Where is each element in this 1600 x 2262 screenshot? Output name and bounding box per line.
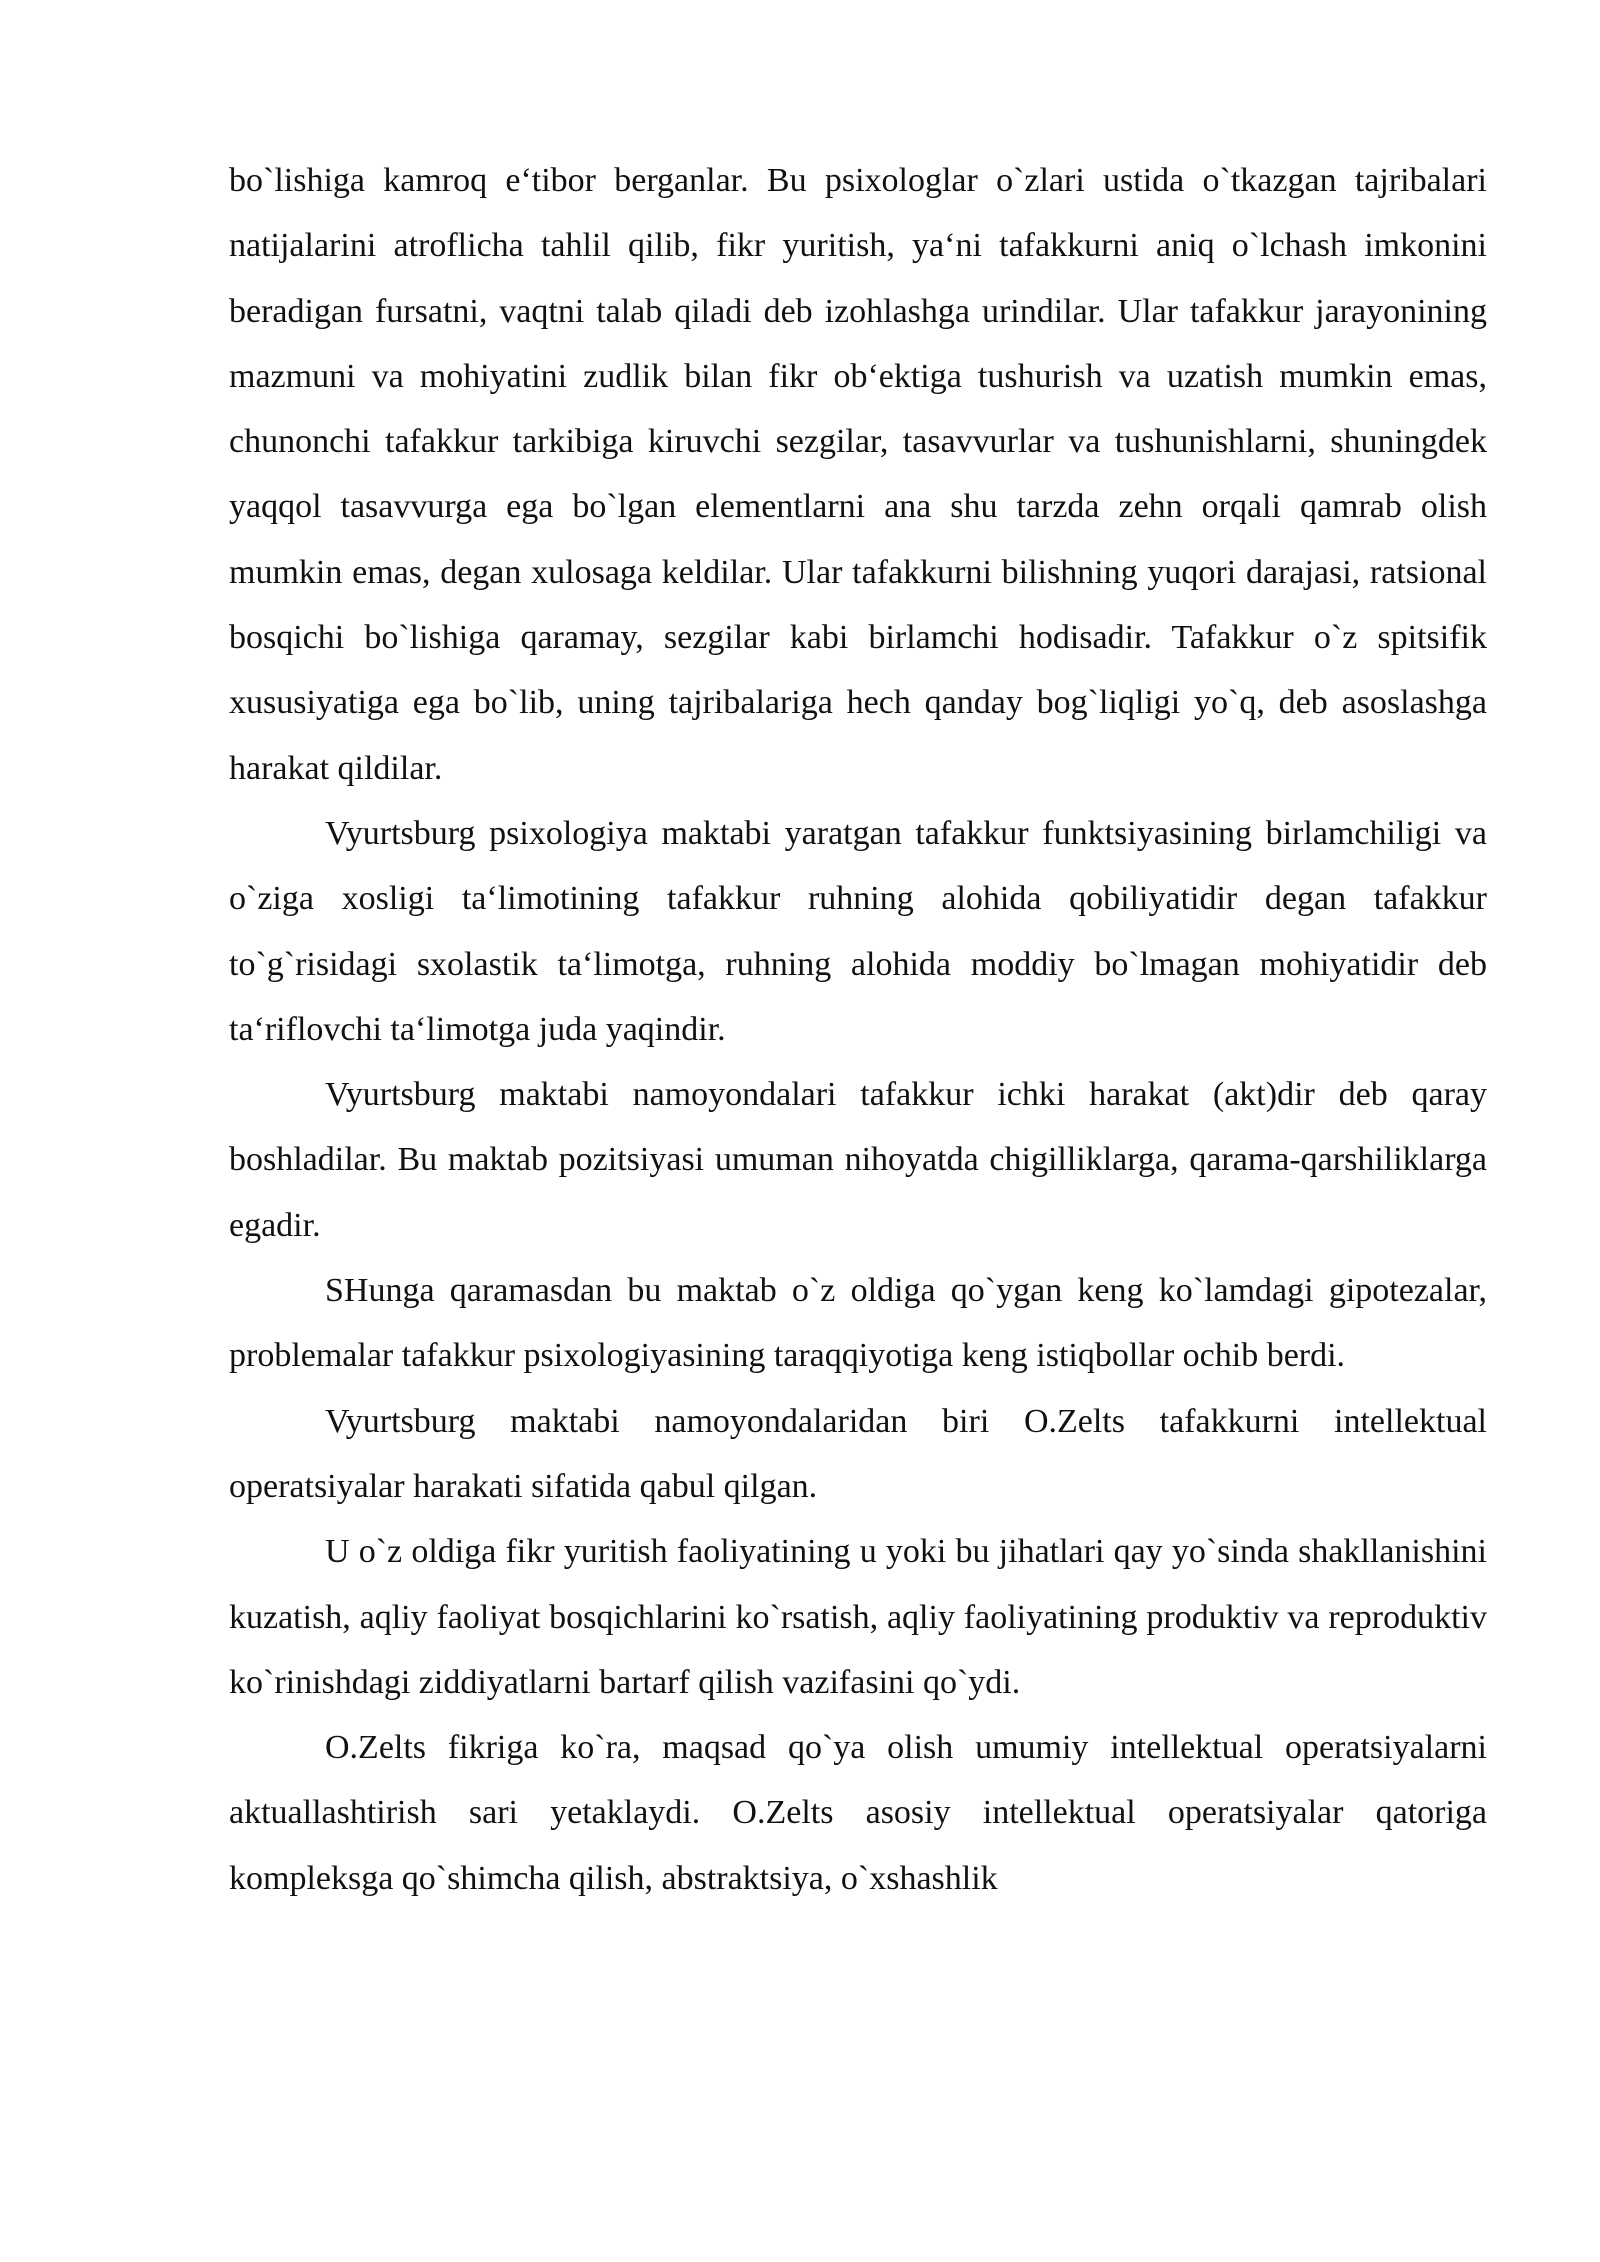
paragraph-continuation: bo`lishiga kamroq e‘tibor berganlar. Bu psixologlar o`zlari ustida o`tkazgan tajribalari natijalarini atroflicha tahlil qilib, fikr yuritish, ya‘ni tafakkurni aniq o`lchash imkonini beradigan fursatni, vaqtni talab qiladi deb izohlashga urindilar. Ular tafakkur jarayonining mazmuni va mohiyatini zudlik bilan fikr ob‘ektiga tushurish va uzatish mumkin emas, chunonchi tafakkur tarkibiga kiruvchi sezgilar, tasavvurlar va tushunishlarni, shuningdek yaqqol tasavvurga ega bo`lgan elementlarni ana shu tarzda zehn orqali qamrab olish mumkin emas, degan xulosaga keldilar. Ular tafakkurni bilishning yuqori darajasi, ratsional bosqichi bo`lishiga qaramay, sezgilar kabi birlamchi hodisadir. Tafakkur o`z spitsifik xususiyatiga ega bo`lib, uning tajribalariga hech qanday bog`liqligi yo`q, deb asoslashga harakat qildilar. <box>229 162 1487 787</box>
paragraph-representatives: Vyurtsburg maktabi namoyondalari tafakkur ichki harakat (akt)dir deb qaray boshladilar. Bu maktab pozitsiyasi umuman nihoyatda chigilliklarga, qarama-qarshiliklarga egadir. <box>229 1076 1487 1244</box>
paragraph-zelts-intro: Vyurtsburg maktabi namoyondalaridan biri O.Zelts tafakkurni intellektual operatsiyalar harakati sifatida qabul qilgan. <box>229 1402 1487 1505</box>
document-body <box>229 148 1487 1911</box>
paragraph-hypotheses: SHunga qaramasdan bu maktab o`z oldiga qo`ygan keng ko`lamdagi gipotezalar, problemalar tafakkur psixologiyasining taraqqiyotiga keng istiqbollar ochib berdi. <box>229 1272 1487 1375</box>
paragraph-zelts-operations: O.Zelts fikriga ko`ra, maqsad qo`ya olish umumiy intellektual operatsiyalarni aktuallashtirish sari yetaklaydi. O.Zelts asosiy intellektual operatsiyalar qatoriga kompleksga qo`shimcha qilish, abstraktsiya, o`xshashlik <box>229 1729 1487 1897</box>
paragraph-vyurtsburg-school: Vyurtsburg psixologiya maktabi yaratgan tafakkur funktsiyasining birlamchiligi va o`ziga xosligi ta‘limotining tafakkur ruhning alohida qobiliyatidir degan tafakkur to`g`risidagi sxolastik ta‘limotga, ruhning alohida moddiy bo`lmagan mohiyatidir deb ta‘riflovchi ta‘limotga juda yaqindir. <box>229 814 1487 1048</box>
paragraph-zelts-task: U o`z oldiga fikr yuritish faoliyatining u yoki bu jihatlari qay yo`sinda shakllanishini kuzatish, aqliy faoliyat bosqichlarini ko`rsatish, aqliy faoliyatining produktiv va reproduktiv ko`rinishdagi ziddiyatlarni bartarf qilish vazifasini qo`ydi. <box>229 1533 1487 1701</box>
